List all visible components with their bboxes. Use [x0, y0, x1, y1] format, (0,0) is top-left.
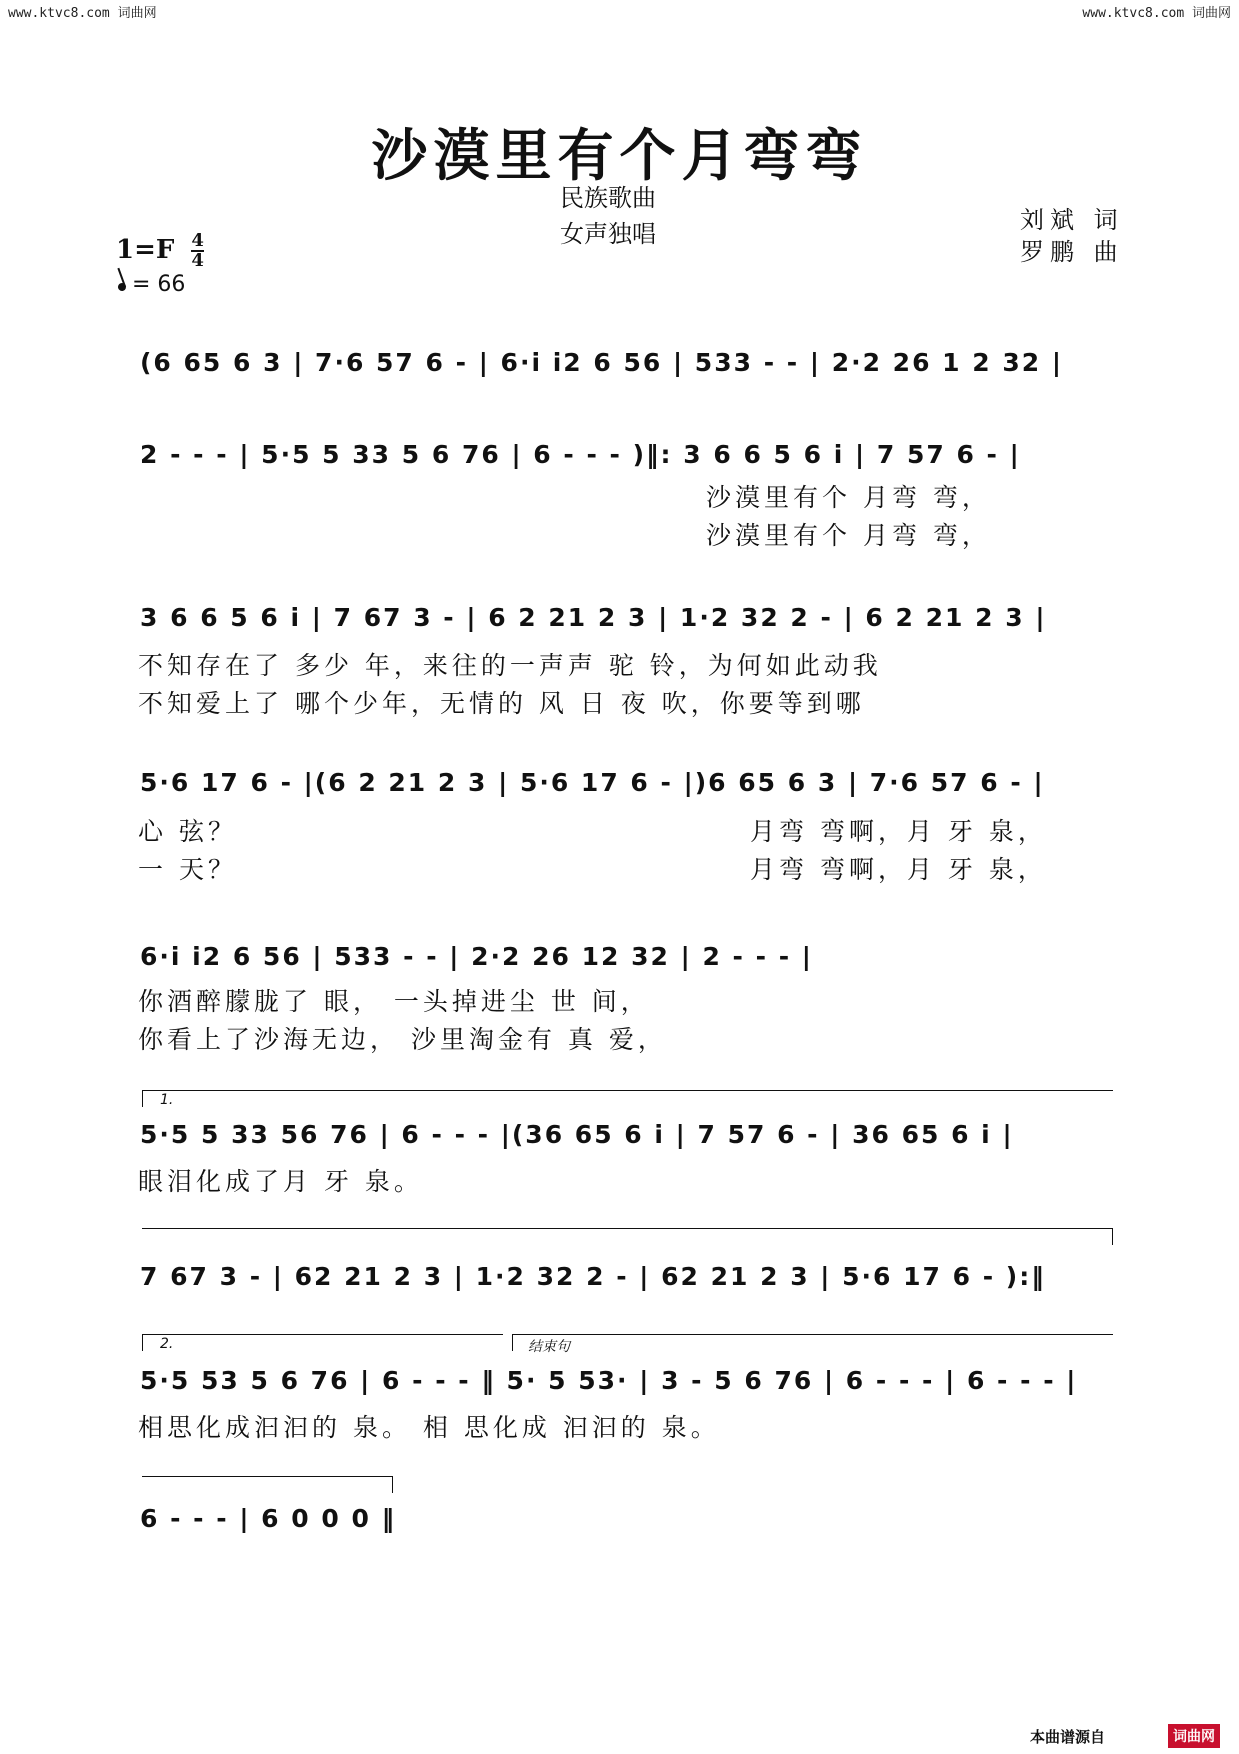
lyricist: 刘斌 词	[1020, 206, 1124, 234]
lyric-row-2a: 沙漠里有个 月弯 弯，	[706, 483, 991, 512]
time-bottom: 4	[191, 250, 204, 271]
notation-row-8: 5·5 53 5 6 76 | 6 - - - ‖ 5· 5 53· | 3 - 5 6 76 | 6 - - - | 6 - - - |	[140, 1366, 1078, 1395]
notation-row-1: (6 65 6 3 | 7·6 57 6 - | 6·i i2 6 56 | 533 - - | 2·2 26 1 2 32 |	[140, 348, 1063, 377]
volta-second-bracket	[142, 1334, 503, 1351]
time-top: 4	[191, 230, 204, 251]
footer-source: 本曲谱源自	[1030, 1728, 1106, 1746]
genre: 民族歌曲	[560, 184, 656, 212]
tempo-value: = 66	[132, 272, 186, 297]
ending-bracket	[512, 1334, 1113, 1351]
notation-row-6: 5·5 5 33 56 76 | 6 - - - |(36 65 6 i | 7 57 6 - | 36 65 6 i |	[140, 1120, 1014, 1149]
notation-row-9: 6 - - - | 6 0 0 0 ‖	[140, 1504, 397, 1533]
lyric-row-4a: 心 弦？	[138, 817, 237, 846]
lyric-row-4b: 一 天？	[138, 855, 237, 884]
time-signature	[191, 232, 204, 270]
lyric-row-3a: 不知存在了 多少 年，来往的一声声 驼 铃，为何如此动我	[138, 651, 882, 680]
key: 1=F	[116, 235, 175, 265]
lyric-row-4d: 月弯 弯啊，月 牙 泉，	[750, 855, 1047, 884]
notation-row-3: 3 6 6 5 6 i | 7 67 3 - | 6 2 21 2 3 | 1·2 32 2 - | 6 2 21 2 3 |	[140, 603, 1047, 632]
lyric-row-2b: 沙漠里有个 月弯 弯，	[706, 521, 991, 550]
notation-row-2: 2 - - - | 5·5 5 33 5 6 76 | 6 - - - )‖: 3 6 6 5 6 i | 7 57 6 - |	[140, 440, 1021, 469]
performance: 女声独唱	[560, 220, 656, 248]
watermark-left: www.ktvc8.com 词曲网	[8, 6, 157, 21]
repeat-bracket	[142, 1228, 1113, 1245]
watermark-right: www.ktvc8.com 词曲网	[1082, 6, 1231, 21]
lyric-row-3b: 不知爱上了 哪个少年，无情的 风 日 夜 吹，你要等到哪	[138, 689, 865, 718]
notation-row-4: 5·6 17 6 - |(6 2 21 2 3 | 5·6 17 6 - |)6 65 6 3 | 7·6 57 6 - |	[140, 768, 1045, 797]
volta-first-label: 1.	[160, 1092, 174, 1108]
lyric-row-6: 眼泪化成了月 牙 泉。	[138, 1167, 423, 1196]
notation-row-5: 6·i i2 6 56 | 533 - - | 2·2 26 12 32 | 2 - - - |	[140, 942, 813, 971]
volta-first-bracket	[142, 1090, 1113, 1107]
ending-label: 结束句	[528, 1339, 570, 1355]
footer-logo: 词曲网	[1168, 1724, 1220, 1748]
song-title: 沙漠里有个月弯弯	[371, 123, 868, 189]
lyric-row-8: 相思化成汩汩的 泉。 相 思化成 汩汩的 泉。	[138, 1413, 720, 1442]
notation-row-7: 7 67 3 - | 62 21 2 3 | 1·2 32 2 - | 62 21 2 3 | 5·6 17 6 - ):‖	[140, 1262, 1046, 1291]
lyric-row-4c: 月弯 弯啊，月 牙 泉，	[750, 817, 1047, 846]
lyric-row-5a: 你酒醉朦胧了 眼， 一头掉进尘 世 间，	[138, 987, 650, 1016]
tempo	[118, 272, 185, 297]
volta-second-label: 2.	[160, 1336, 174, 1352]
key-signature	[116, 232, 204, 270]
final-bracket	[142, 1476, 393, 1493]
composer: 罗鹏 曲	[1020, 238, 1124, 266]
quarter-note-icon	[117, 282, 127, 292]
lyric-row-5b: 你看上了沙海无边， 沙里淘金有 真 爱，	[138, 1025, 667, 1054]
